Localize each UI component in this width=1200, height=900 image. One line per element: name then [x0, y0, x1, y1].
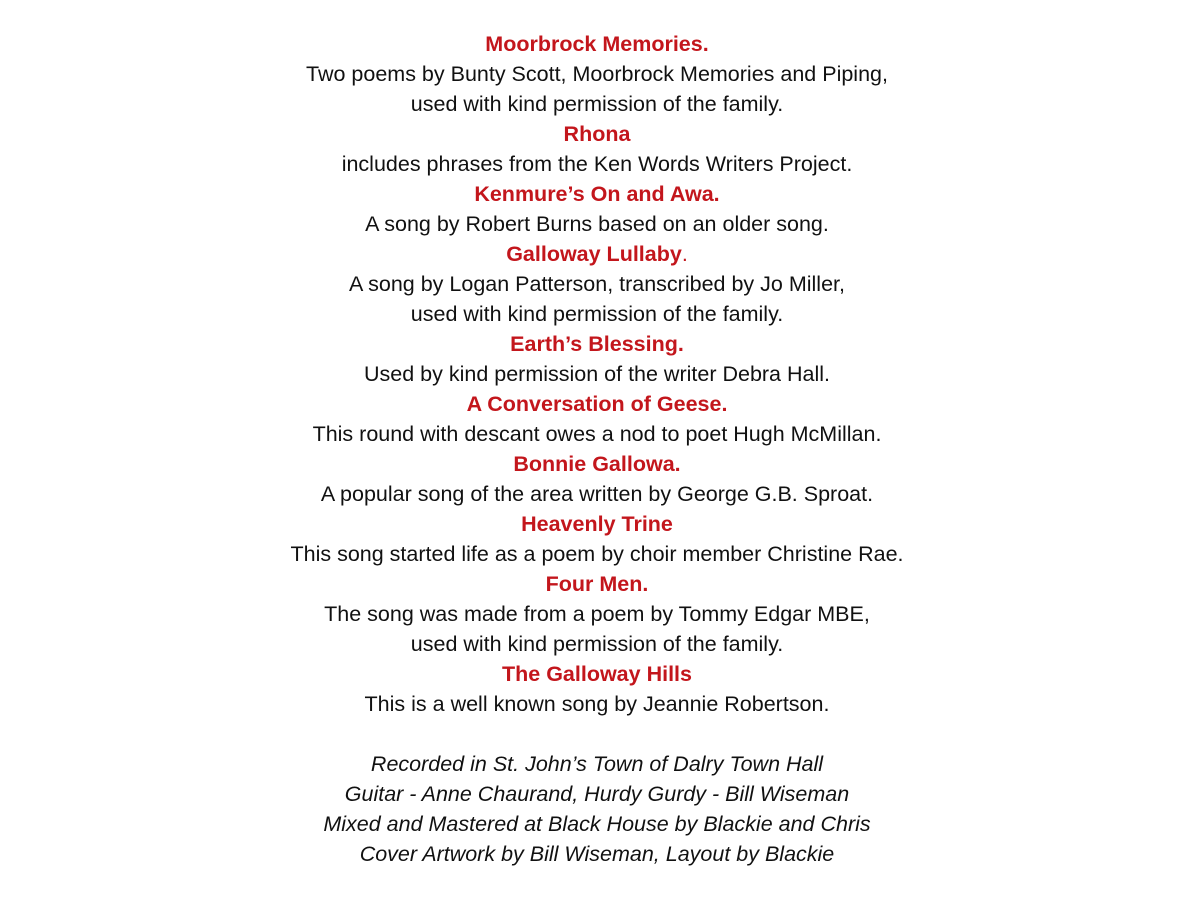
song-note: includes phrases from the Ken Words Writers Project.: [341, 152, 853, 176]
credit-line: Recorded in St. John’s Town of Dalry Town Hall: [370, 752, 824, 776]
song-title-suffix: .: [681, 242, 688, 266]
entry-four-men: [0, 569, 1194, 659]
song-note: A song by Logan Patterson, transcribed by Jo Miller,: [349, 272, 845, 296]
credit-line: Mixed and Mastered at Black House by Blackie and Chris: [323, 812, 871, 836]
song-title: Earth’s Blessing.: [510, 332, 684, 356]
entry-a-conversation-of-geese: [0, 389, 1194, 449]
song-note: used with kind permission of the family.: [410, 632, 784, 656]
song-note: A popular song of the area written by George G.B. Sproat.: [320, 482, 874, 506]
song-title: The Galloway Hills: [502, 662, 692, 686]
entry-moorbrock-memories: [0, 29, 1194, 119]
song-note: Used by kind permission of the writer Debra Hall.: [363, 362, 831, 386]
spacer: [0, 719, 1194, 749]
song-title: Four Men.: [545, 572, 649, 596]
song-note: The song was made from a poem by Tommy Edgar MBE,: [324, 602, 870, 626]
liner-notes: [0, 29, 1194, 869]
song-title: Moorbrock Memories.: [485, 32, 709, 56]
song-title-text: Galloway Lullaby: [506, 242, 682, 266]
credit-line: Cover Artwork by Bill Wiseman, Layout by Blackie: [359, 842, 835, 866]
song-title: Rhona: [563, 122, 631, 146]
song-note: A song by Robert Burns based on an older song.: [365, 212, 829, 236]
song-title: Kenmure’s On and Awa.: [474, 182, 720, 206]
entry-galloway-lullaby: [0, 239, 1194, 329]
song-note: This round with descant owes a nod to poet Hugh McMillan.: [312, 422, 882, 446]
song-note: used with kind permission of the family.: [410, 92, 784, 116]
credits: [0, 749, 1194, 869]
entry-heavenly-trine: [0, 509, 1194, 569]
song-note: Two poems by Bunty Scott, Moorbrock Memories and Piping,: [306, 62, 888, 86]
entry-kenmures-on-and-awa: [0, 179, 1194, 239]
song-note: This is a well known song by Jeannie Robertson.: [364, 692, 830, 716]
song-title: Bonnie Gallowa.: [513, 452, 681, 476]
credit-line: Guitar - Anne Chaurand, Hurdy Gurdy - Bill Wiseman: [344, 782, 850, 806]
entry-the-galloway-hills: [0, 659, 1194, 719]
song-title: Heavenly Trine: [521, 512, 673, 536]
entry-earths-blessing: [0, 329, 1194, 389]
entry-rhona: [0, 119, 1194, 179]
song-note: This song started life as a poem by choir member Christine Rae.: [290, 542, 904, 566]
song-note: used with kind permission of the family.: [410, 302, 784, 326]
song-title: A Conversation of Geese.: [466, 392, 728, 416]
song-title: [0, 239, 1194, 269]
entry-bonnie-gallowa: [0, 449, 1194, 509]
